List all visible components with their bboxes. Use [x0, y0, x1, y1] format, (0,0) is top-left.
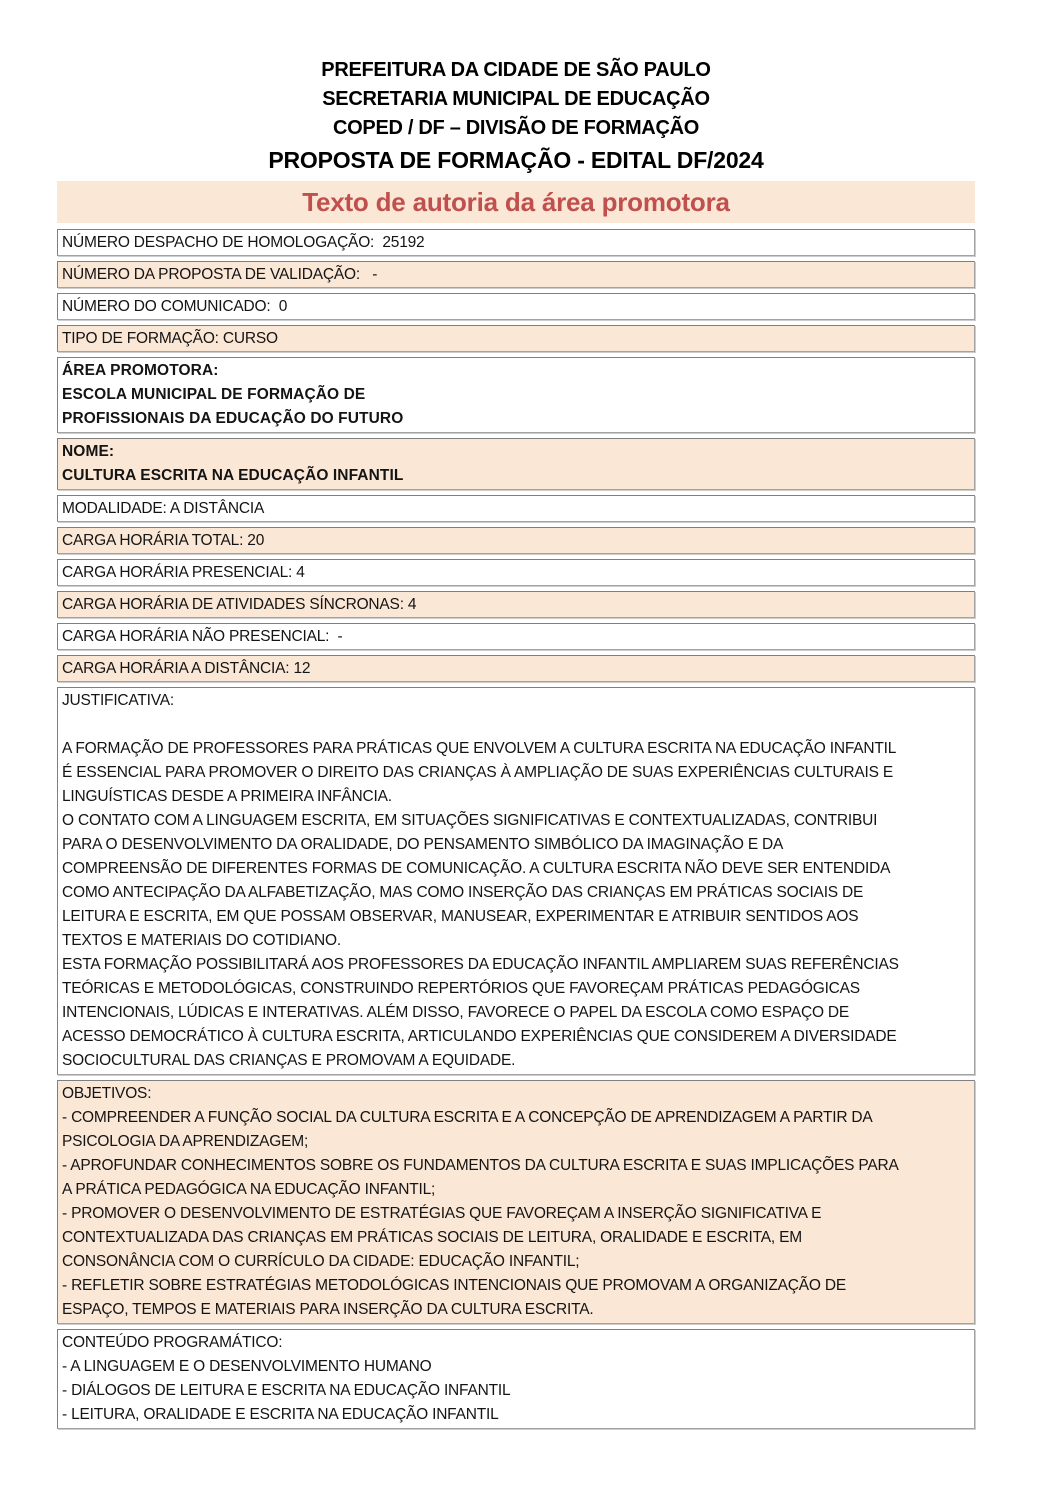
field-row-tipo-formacao — [57, 325, 975, 352]
section-text: A PRÁTICA PEDAGÓGICA NA EDUCAÇÃO INFANTIL; — [62, 1181, 436, 1198]
section-heading: OBJETIVOS: — [62, 1085, 152, 1102]
section-text: - COMPREENDER A FUNÇÃO SOCIAL DA CULTURA ESCRITA E A CONCEPÇÃO DE APRENDIZAGEM A PARTIR DA — [62, 1109, 873, 1126]
section-justificativa — [57, 687, 975, 1075]
section-text: INTENCIONAIS, LÚDICAS E INTERATIVAS. ALÉM DISSO, FAVORECE O PAPEL DA ESCOLA COMO ESPAÇO DE — [62, 1004, 850, 1021]
section-text: COMPREENSÃO DE DIFERENTES FORMAS DE COMUNICAÇÃO. A CULTURA ESCRITA NÃO DEVE SER ENTENDIDA — [62, 860, 891, 877]
field-text: CARGA HORÁRIA TOTAL: 20 — [62, 532, 265, 549]
section-text: LEITURA E ESCRITA, EM QUE POSSAM OBSERVAR, MANUSEAR, EXPERIMENTAR E ATRIBUIR SENTIDOS AOS — [62, 908, 859, 925]
field-row-carga-horaria-nao-presencial — [57, 623, 975, 650]
field-text: MODALIDADE: A DISTÂNCIA — [62, 500, 265, 517]
section-text: CONTEXTUALIZADA DAS CRIANÇAS EM PRÁTICAS SOCIAIS DE LEITURA, ORALIDADE E ESCRITA, EM — [62, 1229, 802, 1246]
field-text: CULTURA ESCRITA NA EDUCAÇÃO INFANTIL — [62, 467, 404, 484]
field-text: NÚMERO DA PROPOSTA DE VALIDAÇÃO: - — [62, 266, 378, 283]
section-text: TEÓRICAS E METODOLÓGICAS, CONSTRUINDO REPERTÓRIOS QUE FAVOREÇAM PRÁTICAS PEDAGÓGICAS — [62, 980, 860, 997]
field-row-carga-horaria-presencial — [57, 559, 975, 586]
section-text: LINGUÍSTICAS DESDE A PRIMEIRA INFÂNCIA. — [62, 788, 392, 805]
field-text: ESCOLA MUNICIPAL DE FORMAÇÃO DE — [62, 386, 366, 403]
banner-texto-autoria — [57, 181, 975, 223]
section-text: - A LINGUAGEM E O DESENVOLVIMENTO HUMANO — [62, 1358, 432, 1375]
field-text: TIPO DE FORMAÇÃO: CURSO — [62, 330, 278, 347]
section-text: CONSONÂNCIA COM O CURRÍCULO DA CIDADE: EDUCAÇÃO INFANTIL; — [62, 1253, 580, 1270]
section-heading: CONTEÚDO PROGRAMÁTICO: — [62, 1334, 283, 1351]
section-text: ACESSO DEMOCRÁTICO À CULTURA ESCRITA, ARTICULANDO EXPERIÊNCIAS QUE CONSIDEREM A DIVERSIDADE — [62, 1028, 897, 1045]
section-text: A FORMAÇÃO DE PROFESSORES PARA PRÁTICAS QUE ENVOLVEM A CULTURA ESCRITA NA EDUCAÇÃO INFANTIL — [62, 740, 897, 757]
field-row-carga-horaria-sincronas — [57, 591, 975, 618]
blank-line — [62, 713, 970, 737]
section-text: ESTA FORMAÇÃO POSSIBILITARÁ AOS PROFESSORES DA EDUCAÇÃO INFANTIL AMPLIAREM SUAS REFERÊNCIAS — [62, 956, 899, 973]
field-row-numero-despacho-homologacao — [57, 229, 975, 256]
field-text: CARGA HORÁRIA DE ATIVIDADES SÍNCRONAS: 4 — [62, 596, 417, 613]
header-line-prefeitura: PREFEITURA DA CIDADE DE SÃO PAULO — [321, 59, 711, 81]
section-text: PARA O DESENVOLVIMENTO DA ORALIDADE, DO PENSAMENTO SIMBÓLICO DA IMAGINAÇÃO E DA — [62, 836, 784, 853]
section-text: O CONTATO COM A LINGUAGEM ESCRITA, EM SITUAÇÕES SIGNIFICATIVAS E CONTEXTUALIZADAS, CONTRIBUI — [62, 812, 878, 829]
section-objetivos — [57, 1080, 975, 1324]
document-header — [57, 0, 975, 177]
section-text: É ESSENCIAL PARA PROMOVER O DIREITO DAS CRIANÇAS À AMPLIAÇÃO DE SUAS EXPERIÊNCIAS CULTURAIS E — [62, 764, 893, 781]
field-row-carga-horaria-distancia — [57, 655, 975, 682]
header-line-coped: COPED / DF – DIVISÃO DE FORMAÇÃO — [333, 117, 699, 139]
field-row-carga-horaria-total — [57, 527, 975, 554]
field-text: CARGA HORÁRIA PRESENCIAL: 4 — [62, 564, 305, 581]
section-text: - PROMOVER O DESENVOLVIMENTO DE ESTRATÉGIAS QUE FAVOREÇAM A INSERÇÃO SIGNIFICATIVA E — [62, 1205, 822, 1222]
section-text: - LEITURA, ORALIDADE E ESCRITA NA EDUCAÇÃO INFANTIL — [62, 1406, 499, 1423]
section-heading: JUSTIFICATIVA: — [62, 692, 175, 709]
field-row-nome — [57, 438, 975, 490]
field-text: PROFISSIONAIS DA EDUCAÇÃO DO FUTURO — [62, 410, 404, 427]
field-row-numero-comunicado — [57, 293, 975, 320]
section-text: COMO ANTECIPAÇÃO DA ALFABETIZAÇÃO, MAS COMO INSERÇÃO DAS CRIANÇAS EM PRÁTICAS SOCIAIS DE — [62, 884, 864, 901]
section-conteudo-programatico — [57, 1329, 975, 1429]
section-text: - DIÁLOGOS DE LEITURA E ESCRITA NA EDUCAÇÃO INFANTIL — [62, 1382, 511, 1399]
field-row-numero-proposta-validacao — [57, 261, 975, 288]
field-text: CARGA HORÁRIA A DISTÂNCIA: 12 — [62, 660, 311, 677]
field-label: NOME: — [62, 443, 115, 460]
section-text: - REFLETIR SOBRE ESTRATÉGIAS METODOLÓGICAS INTENCIONAIS QUE PROMOVAM A ORGANIZAÇÃO DE — [62, 1277, 846, 1294]
field-row-modalidade — [57, 495, 975, 522]
section-text: PSICOLOGIA DA APRENDIZAGEM; — [62, 1133, 309, 1150]
header-line-secretaria: SECRETARIA MUNICIPAL DE EDUCAÇÃO — [322, 88, 710, 110]
field-row-area-promotora — [57, 357, 975, 433]
section-text: - APROFUNDAR CONHECIMENTOS SOBRE OS FUNDAMENTOS DA CULTURA ESCRITA E SUAS IMPLICAÇÕES PARA — [62, 1157, 899, 1174]
field-text: CARGA HORÁRIA NÃO PRESENCIAL: - — [62, 628, 343, 645]
field-text: NÚMERO DO COMUNICADO: 0 — [62, 298, 288, 315]
section-text: ESPAÇO, TEMPOS E MATERIAIS PARA INSERÇÃO DA CULTURA ESCRITA. — [62, 1301, 594, 1318]
header-line-proposta-edital: PROPOSTA DE FORMAÇÃO - EDITAL DF/2024 — [268, 147, 764, 173]
section-text: TEXTOS E MATERIAIS DO COTIDIANO. — [62, 932, 341, 949]
section-text: SOCIOCULTURAL DAS CRIANÇAS E PROMOVAM A EQUIDADE. — [62, 1052, 516, 1069]
banner-title: Texto de autoria da área promotora — [302, 186, 730, 217]
field-text: NÚMERO DESPACHO DE HOMOLOGAÇÃO: 25192 — [62, 234, 425, 251]
proposta-formacao-document — [57, 0, 975, 1429]
field-label: ÁREA PROMOTORA: — [62, 362, 219, 379]
